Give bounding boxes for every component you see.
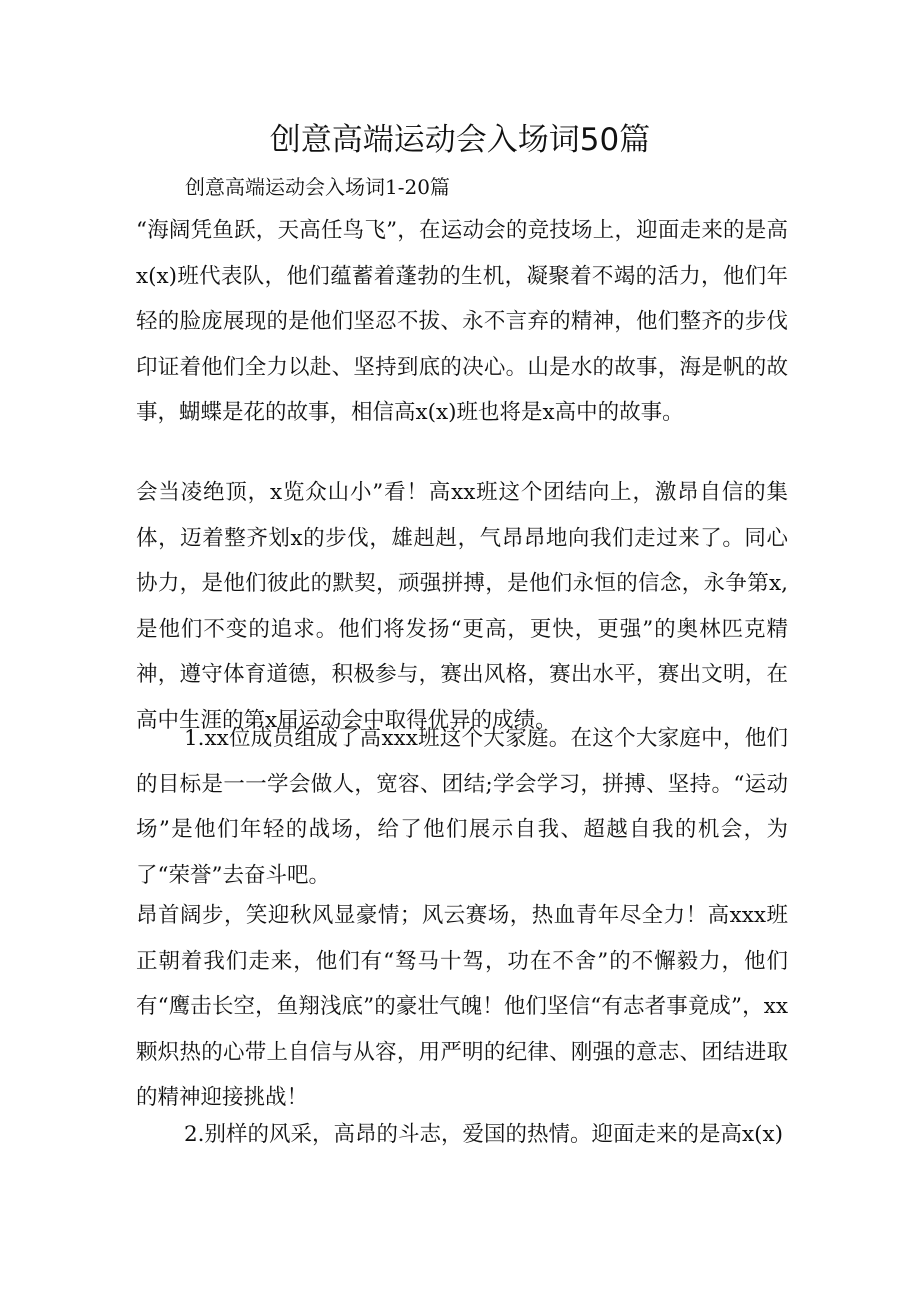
paragraph-5: 2.别样的风采，高昂的斗志，爱国的热情。迎面走来的是高x(x): [184, 1122, 784, 1147]
paragraph-4: 昂首阔步，笑迎秋风显豪情；风云赛场，热血青年尽全力！高xxx班正朝着我们走来，他们有“驽马十驾，功在不舍”的不懈毅力，他们有“鹰击长空，鱼翔浅底”的豪壮气魄！他们坚信“有志者事竟成”，xx颗炽热的心带上自信与从容，用严明的纪律、刚强的意志、团结进取的精神迎接挑战！: [136, 903, 788, 1111]
document-title: 创意高端运动会入场词50篇: [269, 122, 651, 158]
paragraph-3: 1.xx位成员组成了高xxx班这个大家庭。在这个大家庭中，他们的目标是一一学会做人，宽容、团结;学会学习，拼搏、坚持。“运动场”是他们年轻的战场，给了他们展示自我、超越自我的机会，为了“荣誉”去奋斗吧。: [136, 726, 788, 888]
paragraph-1: “海阔凭鱼跃，天高任鸟飞”，在运动会的竞技场上，迎面走来的是高x(x)班代表队，他们蕴蓄着蓬勃的生机，凝聚着不竭的活力，他们年轻的脸庞展现的是他们坚忍不拔、永不言弃的精神，他们整齐的步伐印证着他们全力以赴、坚持到底的决心。山是水的故事，海是帆的故事，蝴蝶是花的故事，相信高x(x)班也将是x高中的故事。: [136, 218, 788, 426]
paragraph-2: 会当凌绝顶，x览众山小”看！高xx班这个团结向上，激昂自信的集体，迈着整齐划x的步伐，雄赳赳，气昂昂地向我们走过来了。同心协力，是他们彼此的默契，顽强拼搏，是他们永恒的信念，永争第x,是他们不变的追求。他们将发扬“更高，更快，更强”的奥林匹克精神，遵守体育道德，积极参与，赛出风格，赛出水平，赛出文明，在高中生涯的第x届运动会中取得优异的成绩。: [136, 480, 788, 733]
document-subtitle: 创意高端运动会入场词1-20篇: [185, 175, 450, 199]
